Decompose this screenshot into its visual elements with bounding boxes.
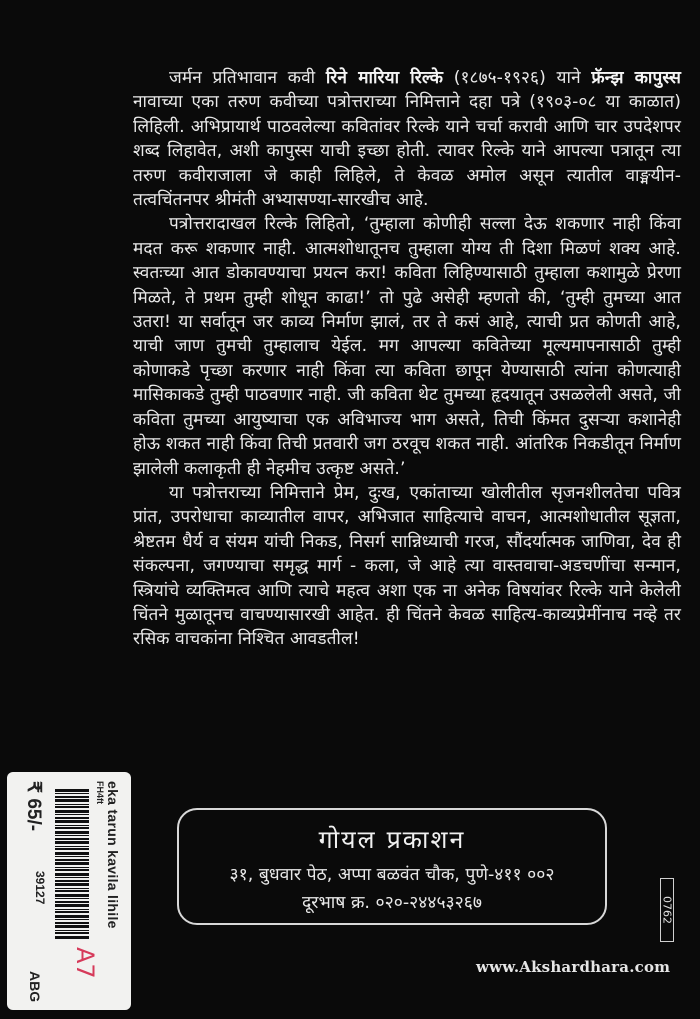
blurb-segment: या पत्रोत्तराच्या निमित्ताने प्रेम, दुःख, एकांताच्या खोलीतील सृजनशीलतेचा पवित्र प्रांत, उपरोधाचा काव्यातील वापर, अभिजात साहित्याचे वाचन, आत्मशोधातील सूज्ञता, श्रेष्टतम धैर्य व संयम यांची निकड, निसर्ग सान्निध्याची गरज, सौंदर्यात्मक जाणिवा, देव ही संकल्पना, जगण्याचा समृद्ध मार्ग - कला, जे आहे त्या वास्तवाचा-अडचणींचा सन्मान, स्त्रियांचे व्यक्तिमत्व आणि त्याचे महत्व अशा एक ना अनेक विषयांवर रिल्के याने केलेली चिंतने मुळातूनच वाचण्यासारखी आहेत. ही चिंतने केवळ साहित्य-काव्यप्रेमींनाच नव्हे तर रसिक वाचकांना निश्चित आवडतील! bbox=[133, 482, 681, 650]
blurb-text bbox=[133, 66, 681, 652]
blurb-segment: पत्रोत्तरादाखल रिल्के लिहितो, ‘तुम्हाला कोणीही सल्ला देऊ शकणार नाही किंवा मदत करू शकणार नाही. आत्मशोधातूनच तुम्हाला योग्य ती दिशा मिळणं शक्य आहे. स्वतःच्या आत डोकावण्याचा प्रयत्न करा! कविता लिहिण्यासाठी तुम्हाला कशामुळे प्रेरणा मिळते, ते प्रथम तुम्ही शोधून काढा!’ तो पुढे असेही म्हणतो की, ‘तुम्ही तुमच्या आत उतरा! या सर्वातून जर काव्य निर्माण झालं, तर ते कसं आहे, त्याची प्रत कोणती आहे, याची जाण तुमची तुम्हालाच येईल. मग आपल्या कवितेच्या मूल्यमापनासाठी तुम्ही कोणाकडे पृच्छा करणार नाही किंवा त्या कविता छापून येण्यासाठी त्यांना कोणत्याही मासिकाकडे तुम्ही पाठवणार नाही. जी कविता थेट तुमच्या हृदयातून उसळलेली असते, जी कविता तुमच्या आयुष्याचा एक अविभाज्य भाग असते, तिची किंमत दुसऱ्या कशानेही होऊ शकत नाही किंवा तिची प्रतवारी जग ठरवूच शकत नाही. आंतरिक निकडीतून निर्माण झालेली कलाकृती ही नेहमीच उत्कृष्ट असते.’ bbox=[133, 214, 681, 479]
website-url[interactable]: www.Akshardhara.com bbox=[476, 958, 671, 976]
side-code: 0762 bbox=[660, 896, 674, 924]
blurb-segment: (१८७५-१९२६) याने bbox=[443, 68, 592, 88]
side-code-box bbox=[660, 878, 674, 942]
sticker-subtitle: FH4ft bbox=[95, 781, 105, 804]
blurb-paragraph-2 bbox=[133, 212, 681, 480]
publisher-address: ३१, बुधवार पेठ, अप्पा बळवंत चौक, पुणे-४११ ००२ bbox=[229, 865, 555, 885]
blurb-paragraph-3 bbox=[133, 481, 681, 652]
publisher-name: गोयल प्रकाशन bbox=[318, 825, 466, 854]
sticker-handwritten-tag: A7 bbox=[71, 947, 99, 979]
publisher-box bbox=[177, 808, 607, 925]
sticker-price: ₹ 65/- bbox=[23, 781, 44, 832]
price-sticker bbox=[7, 772, 131, 1010]
sticker-number: 39127 bbox=[33, 871, 47, 905]
sticker-code: ABG bbox=[27, 971, 43, 1003]
blurb-segment: जर्मन प्रतिभावान कवी bbox=[169, 68, 326, 88]
blurb-segment: नावाच्या एका तरुण कवीच्या पत्रोत्तराच्या निमित्ताने दहा पत्रे (१९०३-०८ या काळात) लिहिली. अभिप्रायार्थ पाठवलेल्या कवितांवर रिल्के याने चर्चा करावी आणि चार उपदेशपर शब्द लिहावेत, अशी कापुस्स याची इच्छा होती. त्यावर रिल्के याने आपल्या पत्रातून त्या तरुण कवीराजाला जे काही लिहिले, ते केवळ अमोल असून त्यातील वाङ्मयीन-तत्वचिंतनपर श्रीमंती अभ्यासण्या-सारखीच आहे. bbox=[133, 92, 681, 211]
bold-name: रिने मारिया रिल्के bbox=[325, 68, 444, 88]
sticker-title: eka tarun kavila lihile bbox=[105, 781, 121, 929]
publisher-phone: दूरभाष क्र. ०२०-२४४५३२६७ bbox=[302, 893, 482, 913]
blurb-paragraph-1 bbox=[133, 66, 681, 212]
bold-name: फ्रॅन्झ कापुस्स bbox=[591, 68, 681, 88]
barcode-icon bbox=[55, 789, 89, 939]
